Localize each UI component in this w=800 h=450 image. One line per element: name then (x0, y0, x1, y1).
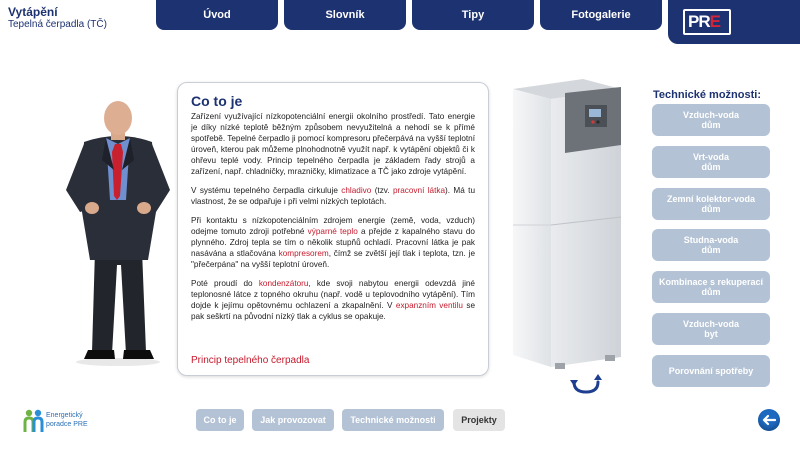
content-body (191, 111, 475, 330)
text-segment: ). Má tu vlastnost, že se odpařuje i při velmi nízkých teplotách. (191, 186, 475, 206)
term-expanzni-ventil[interactable]: expanzním ventilu (395, 301, 463, 310)
page-subtitle: Tepelná čerpadla (TČ) (8, 19, 107, 30)
text-segment: , čímž se zvětší její tlak i teplota, tzn. je "přečerpána" na vyšší teplotní úroveň. (191, 249, 476, 269)
heat-pump-unit-image (505, 75, 625, 375)
tab-technicke-moznosti[interactable]: Technické možnosti (342, 409, 444, 431)
option-recuperation-house[interactable]: Kombinace s rekuperací dům (652, 271, 770, 303)
term-chladivo[interactable]: chladivo (341, 186, 372, 195)
content-title: Co to je (191, 93, 243, 109)
term-vyparne-teplo[interactable]: výparné teplo (307, 227, 358, 236)
back-button[interactable] (758, 409, 780, 431)
text-segment: , kde svoji nabytou energii odevzdá jiné teplonosné látce z topného okruhu (např. vodě u teplovodního vytápění). Tím dojde k jejímu opětovnému ochlazení a zkapalnění. V (191, 279, 475, 310)
content-paragraph-1: Zařízení využívající nízkopotenciální energii okolního prostředí. Tato energie je díky nízké teplotě běžným způsobem nevyužitelná a nehodí se k přímé spotřebě. Tepelné čerpadlo ji pomocí kompresoru přečerpává na vyšší teplotní úroveň, kterou pak můžeme plnohodnotně využít např. k vytápění objektů či k ohřevu teplé vody. Princip tepelného čerpadla je základem řady strojů a zařízení, např. chladničky, mrazničky, klimatizace a TČ jako zdroje vytápění. (191, 112, 475, 176)
presenter-figure (62, 100, 174, 368)
options-title: Technické možnosti: (653, 89, 761, 101)
nav-tab-slovnik[interactable]: Slovník (284, 0, 406, 30)
text-segment: se pak seškrtí na původní nízký tlak a cyklus se opakuje. (191, 301, 475, 321)
brand-line-2: poradce PRE (46, 421, 88, 428)
tab-co-to-je[interactable]: Co to je (196, 409, 244, 431)
nav-tab-fotogalerie[interactable]: Fotogalerie (540, 0, 662, 30)
content-paragraph-3 (191, 215, 475, 270)
pre-logo-tab[interactable] (668, 0, 800, 44)
option-ground-collector-house[interactable]: Zemní kolektor-voda dům (652, 188, 770, 220)
top-navigation (0, 0, 800, 45)
content-paragraph-2 (191, 185, 475, 207)
arrow-left-icon (762, 414, 776, 426)
option-air-water-house[interactable]: Vzduch-voda dům (652, 104, 770, 136)
text-segment: (tzv. (371, 186, 393, 195)
energy-advisor-text (46, 411, 88, 429)
term-pracovni-latka[interactable]: pracovní látka (392, 186, 446, 195)
pre-logo (683, 9, 731, 35)
option-consumption-comparison[interactable]: Porovnání spotřeby (652, 355, 770, 387)
option-air-water-flat[interactable]: Vzduch-voda byt (652, 313, 770, 345)
text-segment: V systému tepelného čerpadla cirkuluje (191, 186, 342, 195)
nav-tab-uvod[interactable]: Úvod (156, 0, 278, 30)
tab-projekty[interactable]: Projekty (453, 409, 505, 431)
brand-line-1: Energetický (46, 412, 83, 419)
text-segment: Poté proudí do (191, 279, 259, 288)
option-borehole-water-house[interactable]: Vrt-voda dům (652, 146, 770, 178)
page-title: Vytápění (8, 5, 58, 19)
pre-logo-text: PRE (688, 12, 720, 31)
tab-jak-provozovat[interactable]: Jak provozovat (252, 409, 334, 431)
text-segment: Při kontaktu s nízkopotenciálním zdrojem energie (země, voda, vzduch) odejme tomuto zdroji potřebné (191, 216, 475, 236)
term-kondenzator[interactable]: kondenzátoru (258, 279, 309, 288)
rotate-view-icon[interactable] (570, 372, 602, 396)
content-paragraph-4 (191, 278, 475, 322)
text-segment: a přejde z kapalného stavu do plynného. Zdroj tepla se tím o několik stupňů ochladí. Pracovní látka je pak nasávána a stlačována (191, 227, 475, 258)
term-kompresor[interactable]: kompresorem (278, 249, 329, 258)
option-well-water-house[interactable]: Studna-voda dům (652, 229, 770, 261)
nav-tab-tipy[interactable]: Tipy (412, 0, 534, 30)
heat-pump-principle-link[interactable]: Princip tepelného čerpadla (191, 355, 310, 366)
